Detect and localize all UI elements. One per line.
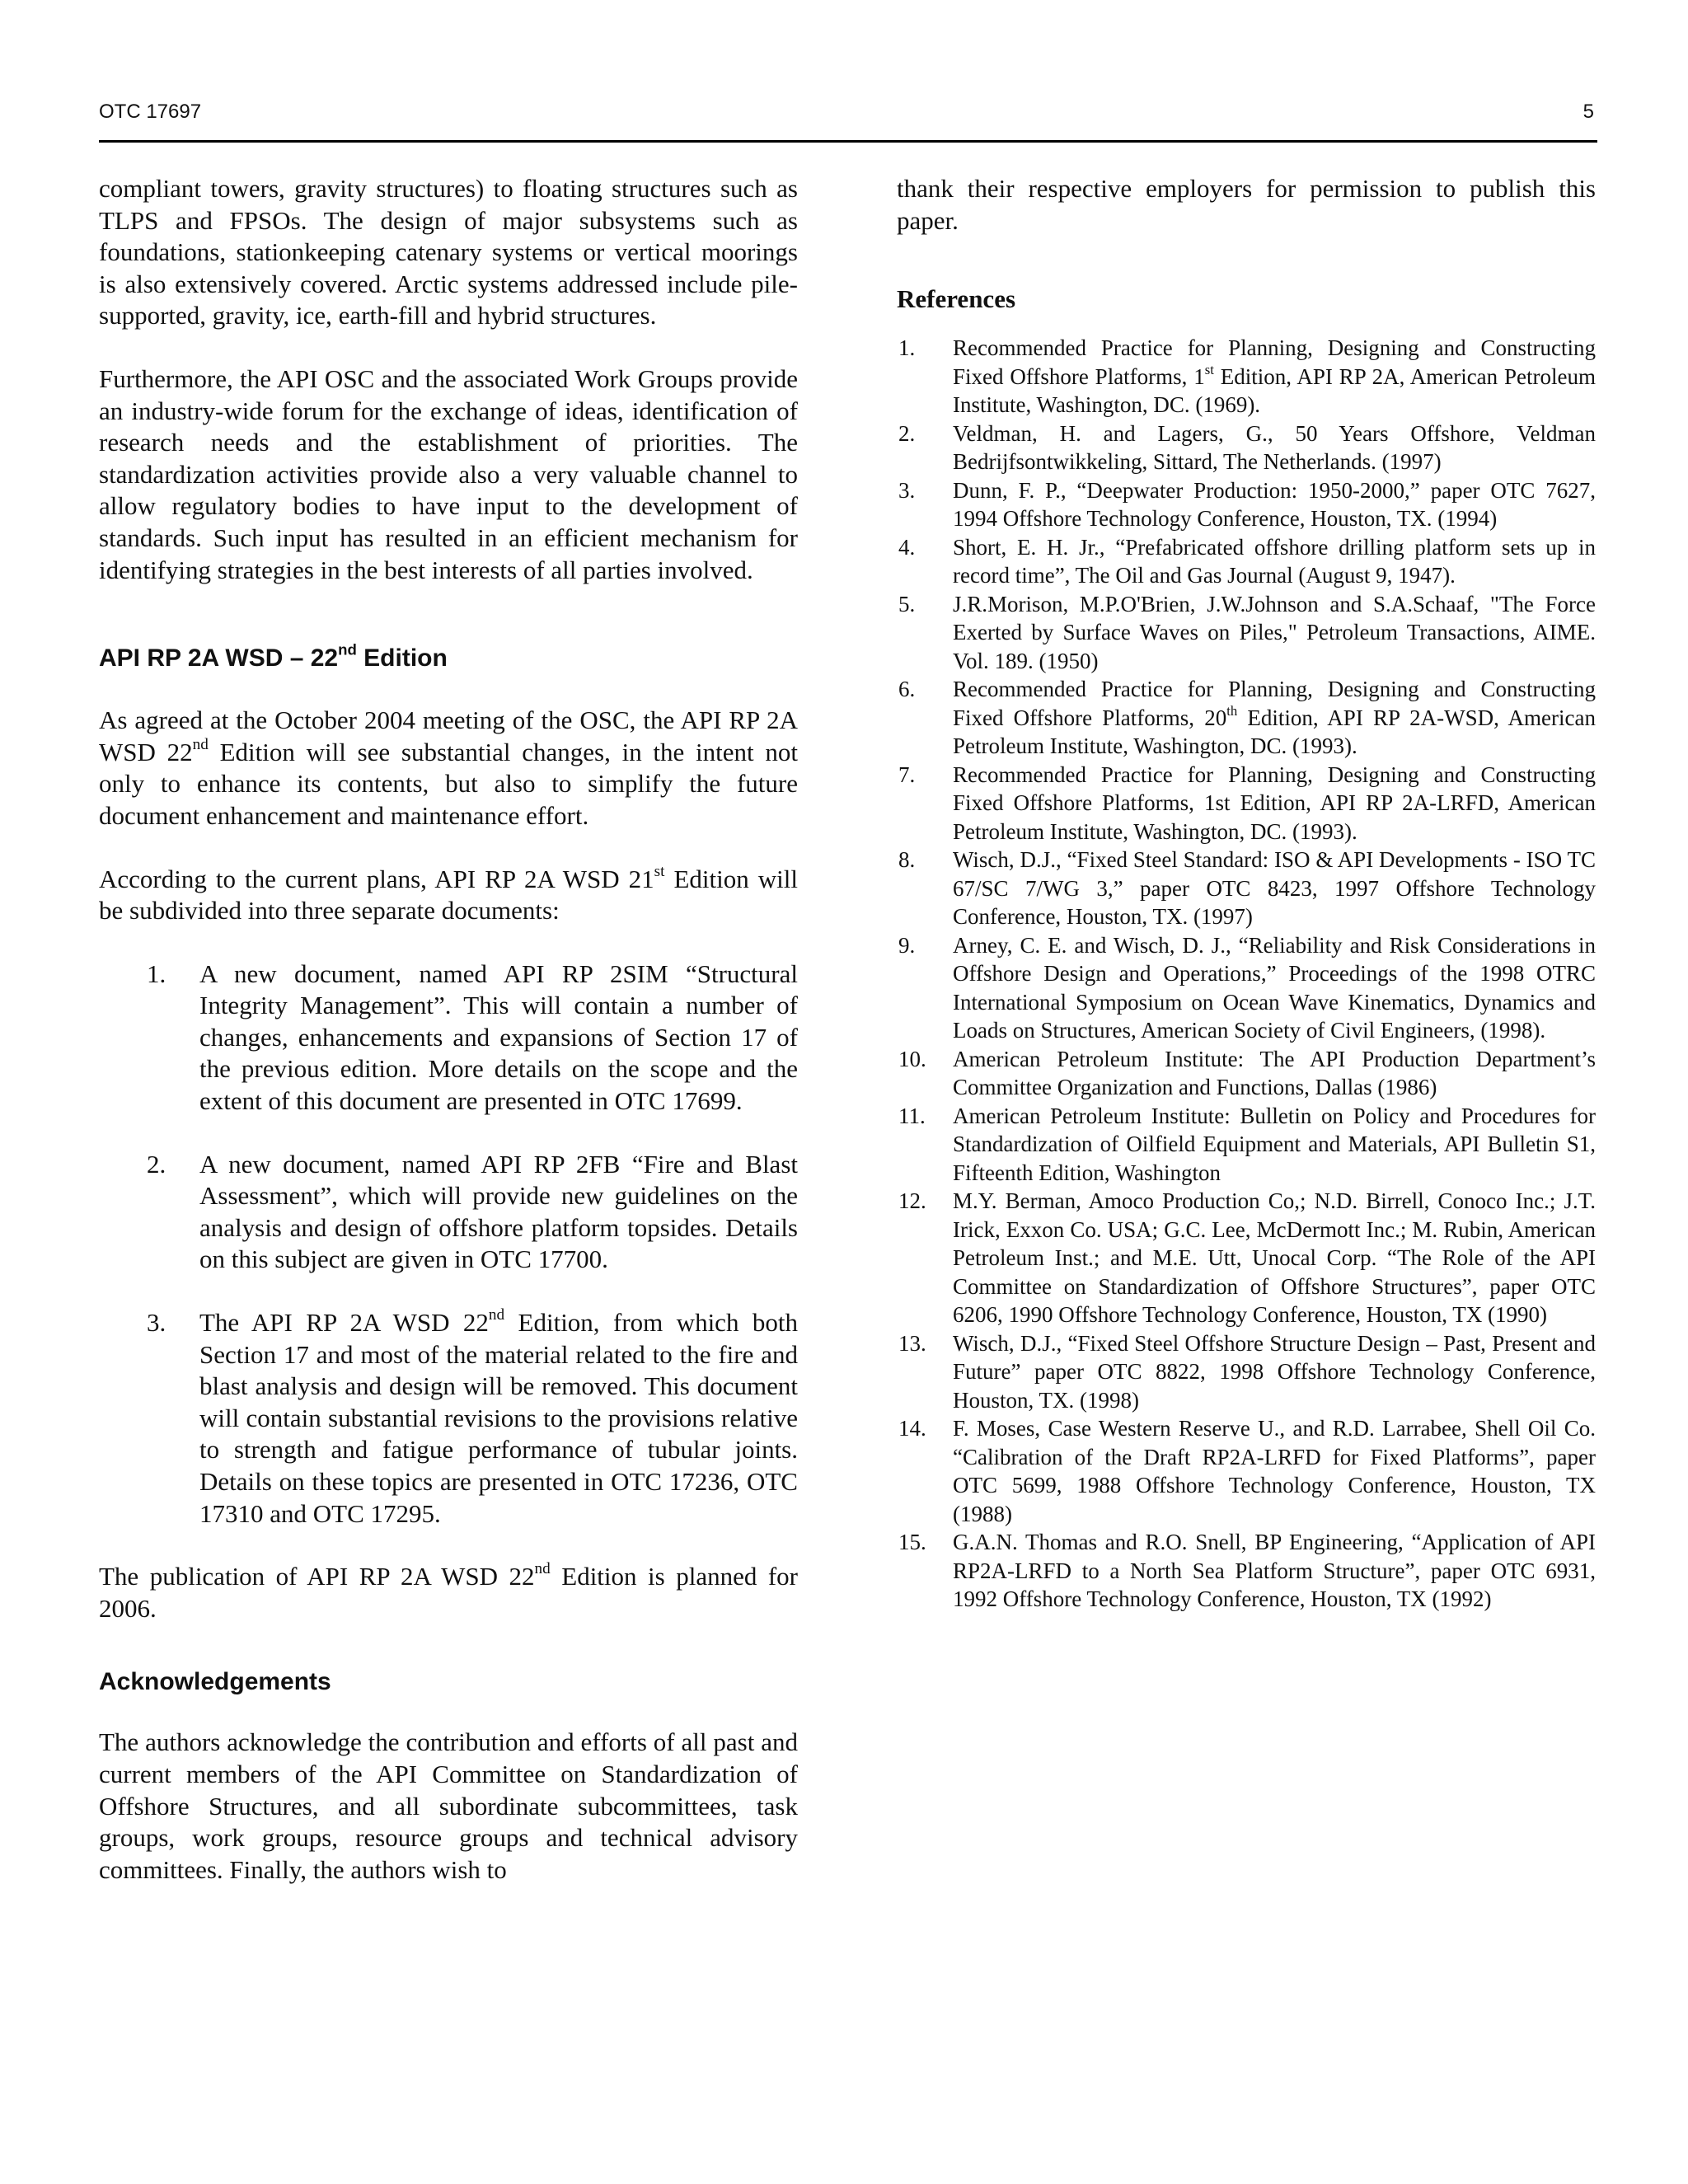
- list-item: 1. A new document, named API RP 2SIM “Structural Integrity Management”. This will contain a number of changes, enhancements and expansions of Section 17 of the previous edition. More details on the scope and the extent of this document are presented in OTC 17699.: [147, 958, 798, 1116]
- paragraph: The authors acknowledge the contribution and efforts of all past and current members of the API Committee on Standardization of Offshore Structures, and all subordinate subcommittees, task groups, work groups, resource groups and technical advisory committees. Finally, the authors wish to: [99, 1727, 798, 1884]
- reference-item: 1. Recommended Practice for Planning, Designing and Constructing Fixed Offshore Platforms, 1st Edition, API RP 2A, American Petroleum Institute, Washington, DC. (1969).: [898, 335, 1596, 418]
- reference-item: 14. F. Moses, Case Western Reserve U., and R.D. Larrabee, Shell Oil Co. “Calibration of the Draft RP2A-LRFD for Fixed Platforms”, paper OTC 5699, 1988 Offshore Technology Conference, Houston, TX (1988): [898, 1416, 1596, 1526]
- reference-item: 5. J.R.Morison, M.P.O'Brien, J.W.Johnson and S.A.Schaaf, "The Force Exerted by Surface Waves on Piles," Petroleum Transactions, AIME. Vol. 189. (1950): [898, 591, 1596, 673]
- reference-item: 15. G.A.N. Thomas and R.O. Snell, BP Engineering, “Application of API RP2A-LRFD to a North Sea Platform Structure”, paper OTC 6931, 1992 Offshore Technology Conference, Houston, TX (1992): [898, 1530, 1596, 1612]
- left-column: [99, 173, 798, 1886]
- reference-item: 4. Short, E. H. Jr., “Prefabricated offshore drilling platform sets up in record time”, The Oil and Gas Journal (August 9, 1947).: [898, 534, 1596, 588]
- list-item: 3. The API RP 2A WSD 22nd Edition, from which both Section 17 and most of the material related to the fire and blast analysis and design will be removed. This document will contain substantial revisions to the provisions relative to strength and fatigue performance of tubular joints. Details on these topics are presented in OTC 17236, OTC 17310 and OTC 17295.: [147, 1306, 798, 1528]
- reference-item: 2. Veldman, H. and Lagers, G., 50 Years Offshore, Veldman Bedrijfsontwikkeling, Sittard, The Netherlands. (1997): [898, 420, 1596, 475]
- list-item: 2. A new document, named API RP 2FB “Fire and Blast Assessment”, which will provide new guidelines on the analysis and design of offshore platform topsides. Details on this subject are given in OTC 17700.: [147, 1149, 798, 1274]
- paragraph: thank their respective employers for permission to publish this paper.: [897, 174, 1596, 235]
- reference-item: 7. Recommended Practice for Planning, Designing and Constructing Fixed Offshore Platforms, 1st Edition, API RP 2A-LRFD, American Petroleum Institute, Washington, DC. (1993).: [898, 762, 1596, 844]
- section-heading: API RP 2A WSD – 22nd Edition: [99, 640, 448, 673]
- paragraph: The publication of API RP 2A WSD 22nd Edition is planned for 2006.: [99, 1560, 799, 1623]
- reference-item: 10. American Petroleum Institute: The API Production Department’s Committee Organization and Functions, Dallas (1986): [898, 1046, 1596, 1100]
- reference-item: 6. Recommended Practice for Planning, Designing and Constructing Fixed Offshore Platforms, 20th Edition, API RP 2A-WSD, American Petroleum Institute, Washington, DC. (1993).: [898, 677, 1596, 759]
- reference-item: 11. American Petroleum Institute: Bulletin on Policy and Procedures for Standardization of Oilfield Equipment and Materials, API Bulletin S1, Fifteenth Edition, Washington: [898, 1103, 1596, 1185]
- paragraph: As agreed at the October 2004 meeting of the OSC, the API RP 2A WSD 22nd Edition will see substantial changes, in the intent not only to enhance its contents, but also to simplify the future document enhancement and maintenance effort.: [99, 705, 799, 830]
- references-list: [897, 334, 1596, 1614]
- reference-item: 13. Wisch, D.J., “Fixed Steel Offshore Structure Design – Past, Present and Future” paper OTC 8822, 1998 Offshore Technology Conference, Houston, TX. (1998): [898, 1330, 1596, 1413]
- paper-id: OTC 17697: [99, 101, 202, 123]
- reference-item: 8. Wisch, D.J., “Fixed Steel Standard: ISO & API Developments - ISO TC 67/SC 7/WG 3,” paper OTC 8423, 1997 Offshore Technology Conference, Houston, TX. (1997): [898, 847, 1596, 930]
- running-header: [99, 97, 1597, 143]
- acknowledgements-heading: Acknowledgements: [99, 1668, 331, 1696]
- paragraph: compliant towers, gravity structures) to floating structures such as TLPS and FPSOs. The design of major subsystems such as foundations, stationkeeping catenary systems or vertical moorings is also extensively covered. Arctic systems addressed include pile-supported, gravity, ice, earth-fill and hybrid structures.: [99, 174, 798, 330]
- right-column: [897, 173, 1596, 1614]
- reference-item: 9. Arney, C. E. and Wisch, D. J., “Reliability and Risk Considerations in Offshore Design and Operations,” Proceedings of the 1998 OTRC International Symposium on Ocean Wave Kinematics, Dynamics and Loads on Structures, American Society of Civil Engineers, (1998).: [898, 932, 1596, 1043]
- reference-item: 12. M.Y. Berman, Amoco Production Co,; N.D. Birrell, Conoco Inc.; J.T. Irick, Exxon Co. USA; G.C. Lee, McDermott Inc.; M. Rubin, American Petroleum Inst.; and M.E. Utt, Unocal Corp. “The Role of the API Committee on Standardization of Offshore Structures”, paper OTC 6206, 1990 Offshore Technology Conference, Houston, TX (1990): [898, 1188, 1596, 1328]
- references-heading: References: [897, 284, 1016, 314]
- page-number: 5: [1582, 101, 1594, 123]
- numbered-list: [99, 958, 798, 1530]
- paragraph: According to the current plans, API RP 2A WSD 21st Edition will be subdivided into three separate documents:: [99, 862, 798, 926]
- reference-item: 3. Dunn, F. P., “Deepwater Production: 1950-2000,” paper OTC 7627, 1994 Offshore Technology Conference, Houston, TX. (1994): [898, 477, 1596, 532]
- paragraph: Furthermore, the API OSC and the associated Work Groups provide an industry-wide forum for the exchange of ideas, identification of research needs and the establishment of priorities. The standardization activities provide also a very valuable channel to allow regulatory bodies to have input to the development of standards. Such input has resulted in an efficient mechanism for identifying strategies in the best interests of all parties involved.: [99, 363, 798, 584]
